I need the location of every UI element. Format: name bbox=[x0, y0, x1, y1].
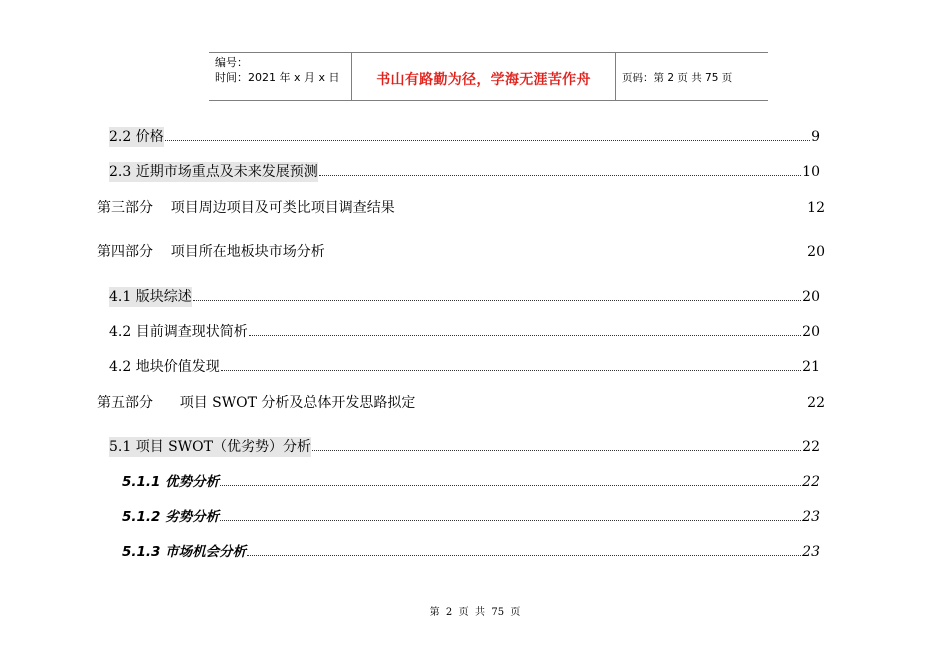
toc-entry-page: 20 bbox=[807, 244, 825, 260]
page-footer: 第 2 页 共 75 页 bbox=[429, 607, 521, 618]
header-bottom-rule bbox=[209, 100, 768, 101]
toc-entry-2-3[interactable] bbox=[109, 162, 820, 182]
toc-entry-label: 5.1.3 市场机会分析 bbox=[122, 544, 247, 560]
toc-leader-dots bbox=[220, 484, 801, 486]
toc-entry-5-1-3[interactable] bbox=[122, 542, 820, 562]
toc-entry-label: 5.1.2 劣势分析 bbox=[122, 509, 220, 525]
toc-entry-page: 10 bbox=[802, 164, 820, 180]
header-code-label: 编号： bbox=[215, 56, 248, 69]
toc-entry-4-2-a[interactable] bbox=[109, 322, 820, 342]
toc-entry-page: 23 bbox=[802, 509, 820, 525]
toc-entry-page: 22 bbox=[807, 395, 825, 411]
header-meta bbox=[215, 55, 340, 85]
toc-entry-page: 9 bbox=[811, 129, 820, 145]
toc-entry-label: 4.1 版块综述 bbox=[109, 289, 192, 305]
toc-entry-part-4[interactable] bbox=[97, 242, 825, 262]
toc-entry-label: 第三部分 项目周边项目及可类比项目调查结果 bbox=[97, 200, 395, 216]
toc-leader-dots bbox=[247, 554, 801, 556]
toc-leader-dots bbox=[249, 334, 801, 336]
toc-entry-page: 20 bbox=[802, 324, 820, 340]
toc-entry-label: 5.1 项目 SWOT（优劣势）分析 bbox=[109, 439, 311, 455]
header-top-rule bbox=[209, 52, 768, 53]
toc-leader-dots bbox=[221, 369, 801, 371]
toc-entry-4-2-b[interactable] bbox=[109, 357, 820, 377]
header-divider-2 bbox=[615, 52, 616, 101]
toc-entry-page: 22 bbox=[802, 439, 820, 455]
toc-entry-label: 2.2 价格 bbox=[109, 129, 164, 145]
toc-entry-label: 第五部分 项目 SWOT 分析及总体开发思路拟定 bbox=[97, 395, 416, 411]
toc-entry-5-1-1[interactable] bbox=[122, 472, 820, 492]
toc-entry-page: 20 bbox=[802, 289, 820, 305]
toc-entry-label: 4.2 目前调查现状简析 bbox=[109, 324, 248, 340]
toc-entry-5-1[interactable] bbox=[109, 437, 820, 457]
toc-entry-label: 2.3 近期市场重点及未来发展预测 bbox=[109, 164, 318, 180]
toc-leader-dots bbox=[193, 299, 801, 301]
toc-leader-dots bbox=[319, 174, 801, 176]
toc-entry-label: 5.1.1 优势分析 bbox=[122, 474, 220, 490]
toc-entry-2-2[interactable] bbox=[109, 127, 820, 147]
toc-entry-label: 第四部分 项目所在地板块市场分析 bbox=[97, 244, 325, 260]
toc-entry-part-5[interactable] bbox=[97, 393, 825, 413]
toc-entry-part-3[interactable] bbox=[97, 198, 825, 218]
toc-leader-dots bbox=[165, 139, 810, 141]
toc-entry-page: 22 bbox=[802, 474, 820, 490]
toc-leader-dots bbox=[312, 449, 801, 451]
header-table bbox=[209, 52, 768, 101]
header-time-label: 时间：2021 年 x 月 x 日 bbox=[215, 71, 340, 84]
toc-entry-4-1[interactable] bbox=[109, 287, 820, 307]
toc-entry-5-1-2[interactable] bbox=[122, 507, 820, 527]
toc-leader-dots bbox=[220, 519, 801, 521]
header-page-info: 页码：第 2 页 共 75 页 bbox=[622, 72, 733, 84]
toc-entry-page: 12 bbox=[807, 200, 825, 216]
toc-entry-page: 23 bbox=[802, 544, 820, 560]
toc-entry-label: 4.2 地块价值发现 bbox=[109, 359, 220, 375]
header-motto: 书山有路勤为径，学海无涯苦作舟 bbox=[376, 72, 591, 88]
toc-entry-page: 21 bbox=[802, 359, 820, 375]
